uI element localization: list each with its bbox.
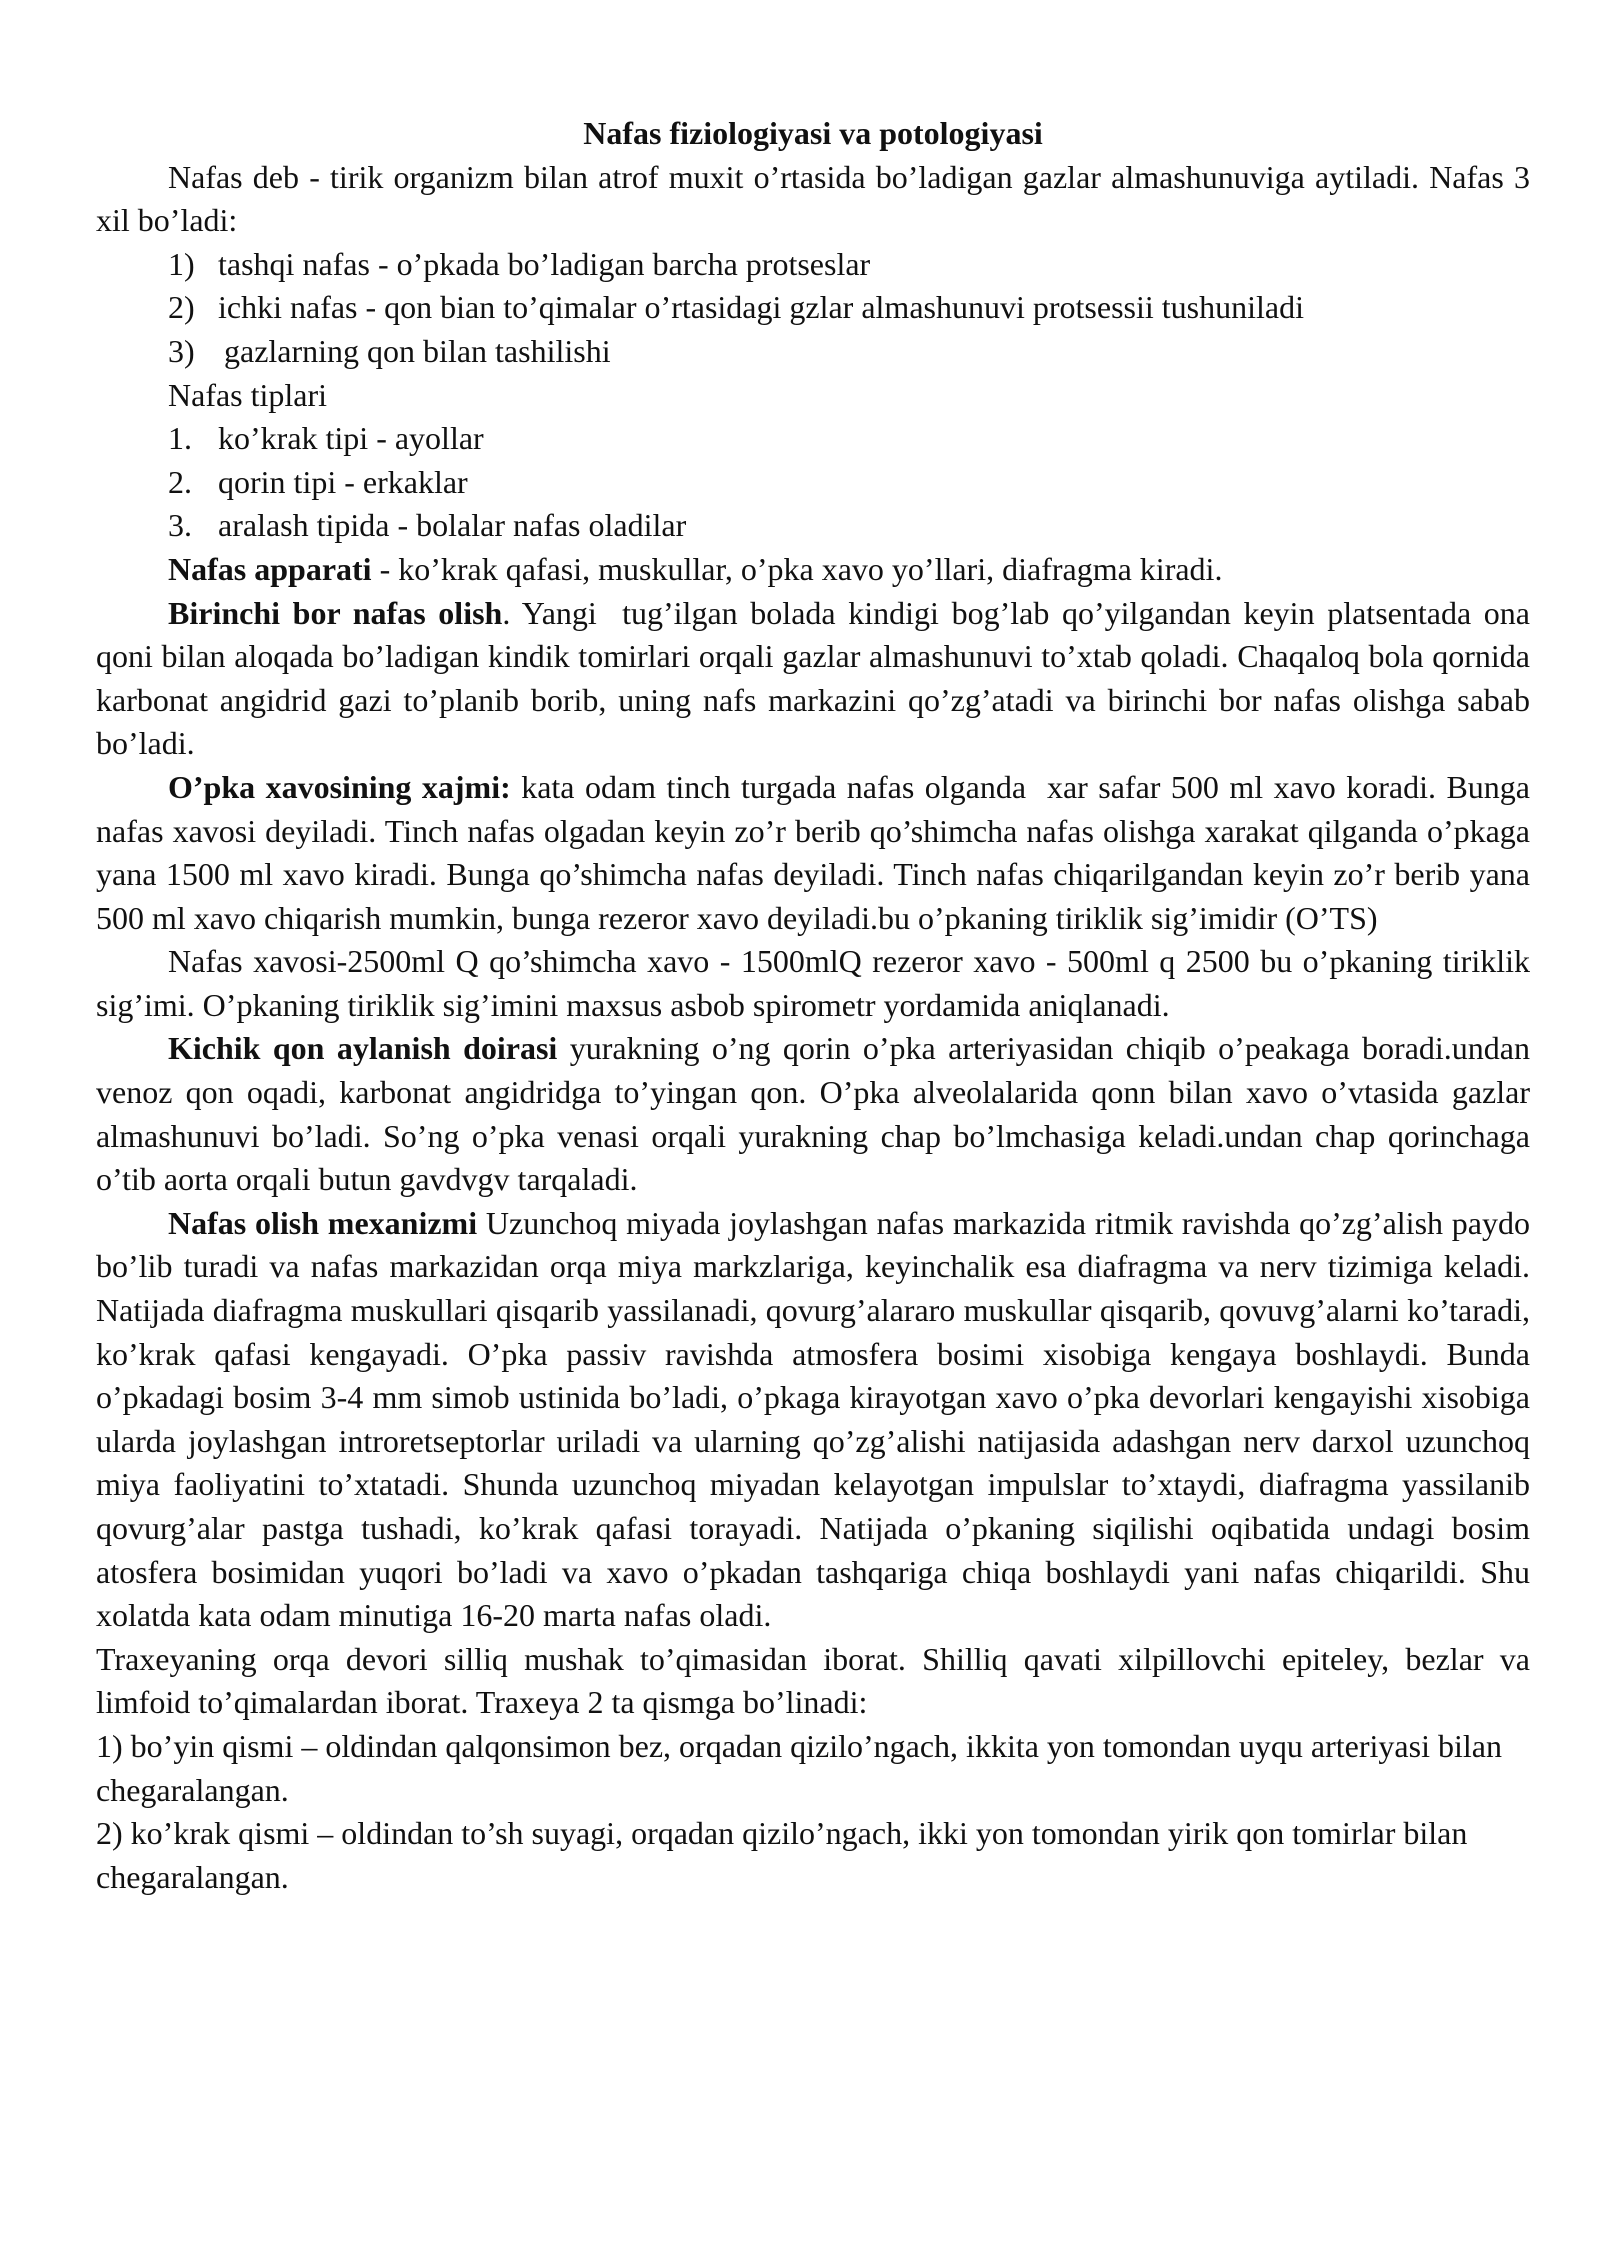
list-number: 3) xyxy=(168,332,195,369)
list-item xyxy=(96,417,1530,461)
trachea-paragraph: Traxeyaning orqa devori silliq mushak to’qimasidan iborat. Shilliq qavati xilpillovchi epiteley, bezlar va limfoid to’qimalardan iborat. Traxeya 2 ta qismga bo’linadi: xyxy=(96,1640,1530,1721)
list-item xyxy=(96,461,1530,505)
list-item xyxy=(96,504,1530,548)
list-number: 1. xyxy=(168,420,192,457)
list-item xyxy=(96,243,1530,287)
list-number: 2) xyxy=(168,289,195,326)
small-circulation-paragraph xyxy=(96,1027,1539,1201)
types-heading: Nafas tiplari xyxy=(168,376,328,413)
list-text: qorin tipi - erkaklar xyxy=(218,463,468,500)
apparatus-paragraph xyxy=(96,548,1530,592)
intro-paragraph: Nafas deb - tirik organizm bilan atrof muxit o’rtasida bo’ladigan gazlar almashunuviga aytiladi. Nafas 3 xil bo’ladi: xyxy=(96,158,1530,239)
list-text: ichki nafas - qon bian to’qimalar o’rtasidagi gzlar almashunuvi protsessii tushuniladi xyxy=(218,289,1304,326)
page-title: Nafas fiziologiyasi va potologiyasi xyxy=(583,115,1043,151)
list-number: 3. xyxy=(168,507,192,544)
list-number: 2. xyxy=(168,463,192,500)
first-breath-text: . Yangi tug’ilgan bolada kindigi bog’lab qo’yilgandan keyin platsentada ona qoni bilan aloqada bo’ladigan kindik tomirlari orqali gazlar almashunuvi to’xtab qoladi. Chaqaloq bola qornida karbonat angidrid gazi to’planib borib, uning nafs markazini qo’zg’atadi va birinchi bor nafas olishga sabab bo’ladi. xyxy=(96,594,1539,762)
lung-volume-term: O’pka xavosining xajmi: xyxy=(168,768,511,805)
small-circulation-text: yurakning o’ng qorin o’pka arteriyasidan chiqib o’peakaga boradi.undan venoz qon oqadi, karbonat angidridga to’yingan qon. O’pka alveolalarida qonn bilan xavo o’vtasida gazlar almashunuvi bo’ladi. So’ng o’pka venasi orqali yurakning chap bo’lmchasiga keladi.undan chap qorinchaga o’tib aorta orqali butun gavdvgv tarqaladi. xyxy=(96,1030,1539,1198)
apparatus-text: - ko’krak qafasi, muskullar, o’pka xavo yo’llari, diafragma kiradi. xyxy=(371,550,1223,587)
list-number: 1) xyxy=(168,245,195,282)
breathing-kinds-list xyxy=(96,243,1530,374)
lung-volume-paragraph xyxy=(96,766,1539,940)
trachea-part-chest: 2) ko’krak qismi – oldindan to’sh suyagi, orqadan qizilo’ngach, ikki yon tomondan yirik qon tomirlar bilan chegaralangan. xyxy=(96,1815,1468,1895)
first-breath-term: Birinchi bor nafas olish xyxy=(168,594,503,631)
mechanism-paragraph xyxy=(96,1202,1546,1638)
list-text: ko’krak tipi - ayollar xyxy=(218,420,484,457)
list-text: tashqi nafas - o’pkada bo’ladigan barcha protseslar xyxy=(218,245,871,282)
list-item xyxy=(96,286,1530,330)
list-text: gazlarning qon bilan tashilishi xyxy=(224,332,611,369)
list-item xyxy=(96,330,1530,374)
mechanism-text: Uzunchoq miyada joylashgan nafas markazida ritmik ravishda qo’zg’alish paydo bo’lib turadi va nafas markazidan orqa miya markzlariga, keyinchalik esa diafragma va nerv tizimiga keladi. Natijada diafragma muskullari qisqarib yassilanadi, qovurg’alararo muskullar qisqarib, qovuvg’alarni ko’taradi, ko’krak qafasi kengayadi. O’pka passiv ravishda atmosfera bosimi xisobiga kengaya boshlaydi. Bunda o’pkadagi bosim 3-4 mm simob ustinida bo’ladi, o’pkaga kirayotgan xavo o’pka devorlari kengayishi xisobiga ularda joylashgan introretseptorlar uriladi va ularning qo’zg’alishi natijasida adashgan nerv darxol uzunchoq miya faoliyatini to’xtatadi. Shunda uzunchoq miyadan kelayotgan impulslar to’xtaydi, diafragma yassilanib qovurg’alar pastga tushadi, ko’krak qafasi torayadi. Natijada o’pkaning siqilishi oqibatida undagi bosim atosfera bosimidan yuqori bo’ladi va xavo o’pkadan tashqariga chiqa boshlaydi yani nafas chiqarildi. Shu xolatda kata odam minutiga 16-20 marta nafas oladi. xyxy=(96,1204,1546,1634)
list-text: aralash tipida - bolalar nafas oladilar xyxy=(218,507,687,544)
apparatus-term: Nafas apparati xyxy=(168,550,372,587)
small-circulation-term: Kichik qon aylanish doirasi xyxy=(168,1030,558,1067)
trachea-part-neck: 1) bo’yin qismi – oldindan qalqonsimon bez, orqadan qizilo’ngach, ikkita yon tomondan uyqu arteriyasi bilan chegaralangan. xyxy=(96,1727,1502,1808)
first-breath-paragraph xyxy=(96,592,1539,766)
breathing-types-list xyxy=(96,417,1530,548)
lung-volume-text: kata odam tinch turgada nafas olganda xar safar 500 ml xavo koradi. Bunga nafas xavosi deyiladi. Tinch nafas olgadan keyin zo’r berib qo’shimcha nafas olishga xarakat qilganda o’pkaga yana 1500 ml xavo kiradi. Bunga qo’shimcha nafas deyiladi. Tinch nafas chiqarilgandan keyin zo’r berib yana 500 ml xavo chiqarish mumkin, bunga rezeror xavo deyiladi.bu o’pkaning tiriklik sig’imidir (O’TS) xyxy=(96,768,1539,936)
vital-capacity-paragraph: Nafas xavosi-2500ml Q qo’shimcha xavo - 1500mlQ rezeror xavo - 500ml q 2500 bu o’pkaning tiriklik sig’imi. O’pkaning tiriklik sig’imini maxsus asbob spirometr yordamida aniqlanadi. xyxy=(96,943,1530,1023)
mechanism-term: Nafas olish mexanizmi xyxy=(168,1204,478,1241)
